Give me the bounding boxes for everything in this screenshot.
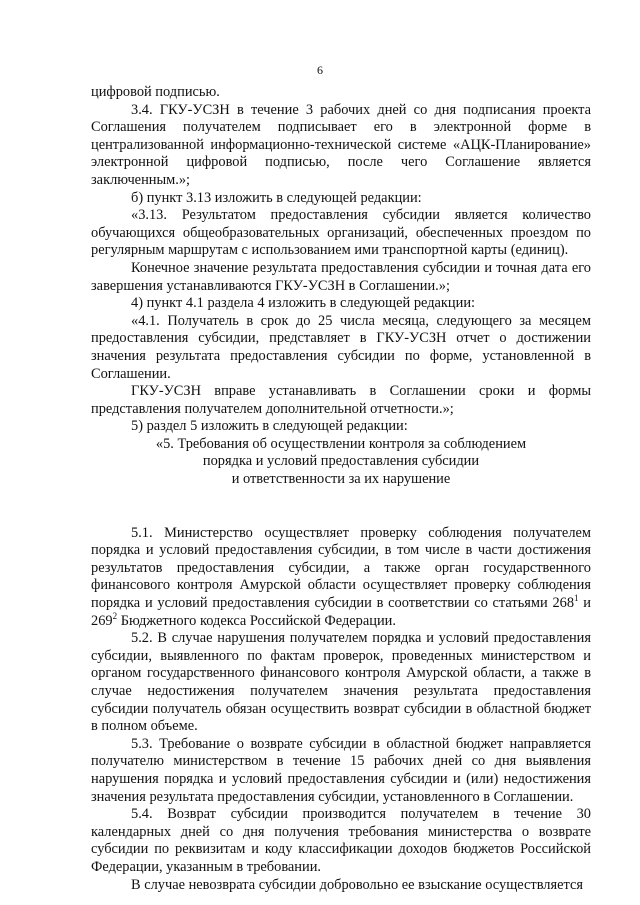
paragraph-3-4: 3.4. ГКУ-УСЗН в течение 3 рабочих дней со дня подписания проекта Соглашения получателем подписывает его в электронной форме в централизованной информационно-технической системе «АЦК-Планирование» электронной цифровой подписью, после чего Соглашение является заключенным.»;	[91, 101, 591, 188]
paragraph-4-1: «4.1. Получатель в срок до 25 числа месяца, следующего за месяцем предоставления субсидии, представляет в ГКУ-УСЗН отчет о достижении значения результата предоставления субсидии по форме, установленной в Соглашении.	[91, 312, 591, 382]
section-heading-line: «5. Требования об осуществлении контроля за соблюдением	[155, 435, 527, 452]
paragraph-3-13: «3.13. Результатом предоставления субсидии является количество обучающихся общеобразовательных организаций, обеспеченных проездом по регулярным маршрутам с использованием ими транспортной карты (единиц).	[91, 207, 591, 259]
paragraph-5-1-text: Бюджетного кодекса Российской Федерации.	[117, 612, 396, 629]
superscript: 1	[574, 593, 579, 604]
section-heading	[91, 436, 591, 489]
paragraph-continuation: цифровой подписью.	[91, 84, 220, 100]
section-heading-line: порядка и условий предоставления субсидии	[202, 453, 480, 470]
paragraph-5-1-text: 5.1. Министерство осуществляет проверку соблюдения получателем порядка и условий предоставления субсидии, в том числе в части достижения результатов предоставления субсидии, а также орган государственного финансового контроля Амурской области осуществляет проверку соблюдения порядка и условий предоставления субсидии в соответствии со статьями 268	[91, 524, 591, 612]
paragraph-amend-b: б) пункт 3.13 изложить в следующей редакции:	[131, 189, 422, 206]
paragraph-reporting: ГКУ-УСЗН вправе устанавливать в Соглашении сроки и формы представления получателем дополнительной отчетности.»;	[91, 383, 591, 417]
document-body	[91, 84, 591, 894]
paragraph-5-3: 5.3. Требование о возврате субсидии в областной бюджет направляется получателю министерством в течение 15 рабочих дней со дня выявления нарушения порядка и условий предоставления субсидии и (или) недостижения значения результата предоставления субсидии, установленного в Соглашении.	[91, 735, 591, 805]
section-heading-line: и ответственности за их нарушение	[231, 471, 451, 488]
page-number: 6	[317, 63, 323, 77]
paragraph-5-4: 5.4. Возврат субсидии производится получателем в течение 30 календарных дней со дня получения требования министерства о возврате субсидии по реквизитам и коду классификации доходов бюджетов Российской Федерации, указанным в требовании.	[91, 806, 591, 875]
spacer	[91, 489, 591, 525]
paragraph-final-value: Конечное значение результата предоставления субсидии и точная дата его завершения устанавливаются ГКУ-УСЗН в Соглашении.»;	[91, 259, 591, 294]
paragraph-5-1-text: и 269	[91, 595, 591, 629]
paragraph-amend-4: 4) пункт 4.1 раздела 4 изложить в следующей редакции:	[131, 295, 476, 312]
paragraph-amend-5: 5) раздел 5 изложить в следующей редакции:	[131, 418, 408, 435]
paragraph-5-1	[91, 525, 591, 631]
paragraph-non-return: В случае невозврата субсидии добровольно ее взыскание осуществляется	[131, 876, 583, 893]
paragraph-5-2: 5.2. В случае нарушения получателем порядка и условий предоставления субсидии, выявленного по фактам проверок, проведенных министерством и органом государственного финансового контроля Амурской области, а также в случае недостижения получателем значения результата предоставления субсидии получатель обязан осуществить возврат субсидии в областной бюджет в полном объеме.	[91, 630, 591, 735]
superscript: 2	[112, 610, 118, 621]
